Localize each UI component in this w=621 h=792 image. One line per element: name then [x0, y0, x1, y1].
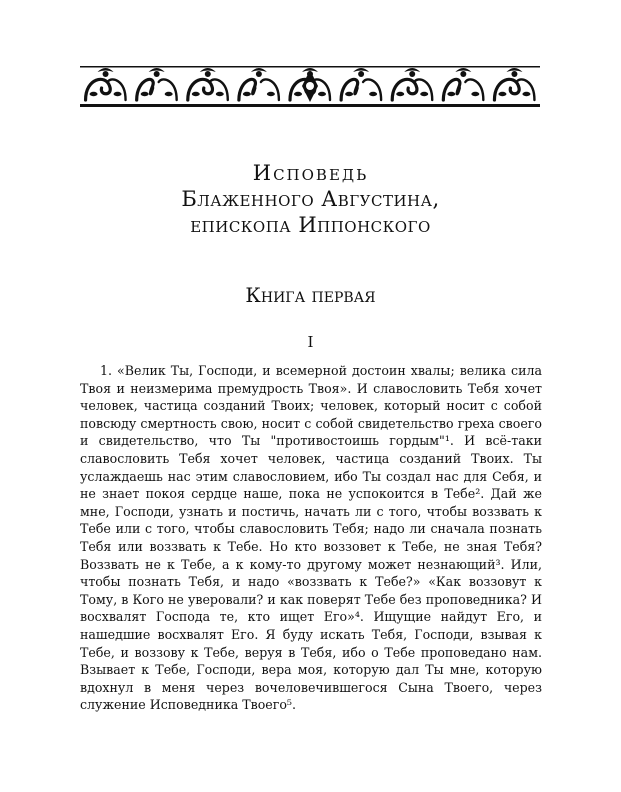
book-title: Книга первая	[245, 283, 376, 307]
paragraph-1: 1. «Велик Ты, Господи, и всемерной достоин хвалы; велика сила Твоя и неизмерима премудрость Твоя». И славословить Тебя хочет человек, частица созданий Твоих; человек, который носит с собой повсюду смертность свою, носит с собой свидетельство греха своего и свидетельство, что Ты "противостоишь гордым"¹. И всё-таки славословить Тебя хочет человек, частица созданий Твоих. Ты услаждаешь нас этим славословием, ибо Ты создал нас для Себя, и не знает покоя сердце наше, пока не успокоится в Тебе². Дай же мне, Господи, узнать и постичь, начать ли с того, чтобы воззвать к Тебе или с того, чтобы славословить Тебя; надо ли сначала познать Тебя или воззвать к Тебе. Но кто воззовет к Тебе, не зная Тебя? Воззвать не к Тебе, а к кому-то другому может незнающий³. Или, чтобы познать Тебя, и надо «воззвать к Тебе?» «Как воззовут к Тому, в Кого не уверовали? и как поверят Тебе без проповедника? И восхвалят Господа те, кто ищет Его»⁴. Ищущие найдут Его, и нашедшие восхвалят Его. Я буду искать Тебя, Господи, взывая к Тебе, и воззову к Тебе, веруя в Тебя, ибо о Тебе проповедано нам. Взывает к Тебе, Господи, вера моя, которую дал Ты мне, которую вдохнул в меня через вочеловечившегося Сына Твоего, через служение Исповедника Твоего⁵.	[80, 363, 542, 713]
page-title	[0, 160, 621, 238]
title-line-2: Блаженного Августина,	[181, 187, 440, 211]
title-line-3: епископа Иппонского	[190, 213, 431, 237]
floral-border-icon	[80, 64, 540, 110]
chapter-number: I	[307, 333, 314, 351]
title-line-1: Исповедь	[252, 161, 369, 185]
